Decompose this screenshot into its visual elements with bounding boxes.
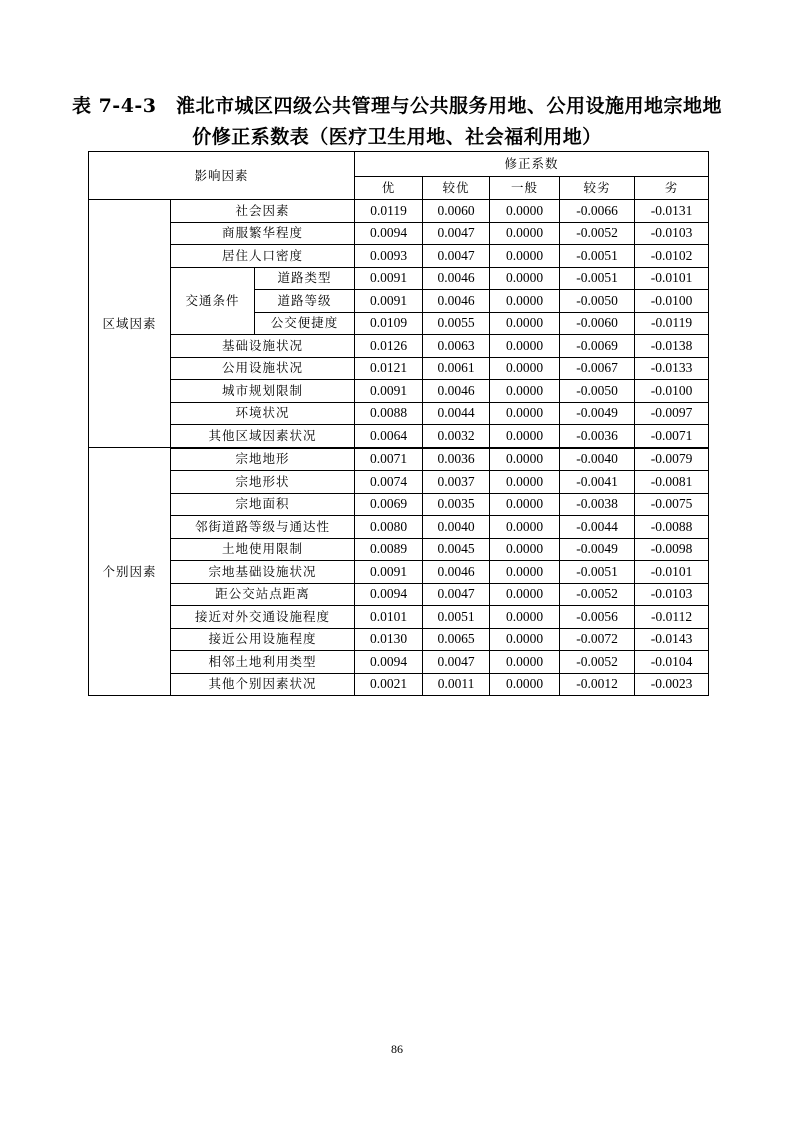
coef-value: -0.0112	[635, 606, 709, 629]
coef-value: 0.0091	[355, 380, 423, 403]
coef-value: 0.0000	[490, 402, 560, 425]
coef-value: -0.0050	[560, 380, 635, 403]
coef-header: 修正系数	[355, 152, 709, 177]
coef-value: 0.0046	[423, 290, 490, 313]
table-row	[89, 516, 709, 539]
coef-value: 0.0000	[490, 561, 560, 584]
coef-value: 0.0046	[423, 380, 490, 403]
coef-value: 0.0094	[355, 651, 423, 674]
coef-value: 0.0000	[490, 335, 560, 358]
coef-value: -0.0101	[635, 561, 709, 584]
coef-value: 0.0036	[423, 448, 490, 471]
table-title-line-1: 表 7-4-3 淮北市城区四级公共管理与公共服务用地、公用设施用地宗地地	[71, 95, 723, 117]
header-row-1	[89, 152, 709, 177]
coef-value: -0.0088	[635, 516, 709, 539]
coef-value: 0.0047	[423, 583, 490, 606]
coef-value: 0.0094	[355, 583, 423, 606]
coef-value: 0.0121	[355, 357, 423, 380]
coef-value: 0.0060	[423, 200, 490, 223]
table-row	[89, 200, 709, 223]
coef-value: 0.0063	[423, 335, 490, 358]
coef-value: -0.0041	[560, 471, 635, 494]
coef-value: -0.0050	[560, 290, 635, 313]
coef-value: -0.0060	[560, 312, 635, 335]
coef-value: 0.0000	[490, 245, 560, 268]
coef-value: 0.0080	[355, 516, 423, 539]
coef-value: 0.0091	[355, 561, 423, 584]
coef-value: 0.0040	[423, 516, 490, 539]
table-row	[89, 448, 709, 471]
coef-value: 0.0000	[490, 651, 560, 674]
coef-value: -0.0036	[560, 425, 635, 448]
coef-value: 0.0000	[490, 222, 560, 245]
table-row	[89, 267, 709, 290]
coef-value: -0.0102	[635, 245, 709, 268]
correction-coefficient-table	[88, 151, 709, 696]
coef-value: 0.0000	[490, 493, 560, 516]
factor-label: 城市规划限制	[171, 380, 355, 403]
coef-value: 0.0045	[423, 538, 490, 561]
coef-value: -0.0067	[560, 357, 635, 380]
coef-value: -0.0051	[560, 267, 635, 290]
table-row	[89, 628, 709, 651]
factor-label: 其他个别因素状况	[171, 673, 355, 696]
coef-value: 0.0047	[423, 245, 490, 268]
coef-value: 0.0000	[490, 312, 560, 335]
table-row	[89, 583, 709, 606]
coef-value: -0.0103	[635, 583, 709, 606]
factor-label: 居住人口密度	[171, 245, 355, 268]
factor-label: 公用设施状况	[171, 357, 355, 380]
level-header-fair: 较劣	[560, 177, 635, 200]
coef-value: 0.0061	[423, 357, 490, 380]
coef-value: 0.0094	[355, 222, 423, 245]
coef-value: 0.0000	[490, 267, 560, 290]
factor-label: 基础设施状况	[171, 335, 355, 358]
coef-value: -0.0081	[635, 471, 709, 494]
coef-value: -0.0104	[635, 651, 709, 674]
table-row	[89, 673, 709, 696]
coef-value: 0.0011	[423, 673, 490, 696]
factor-label: 宗地基础设施状况	[171, 561, 355, 584]
coef-value: -0.0052	[560, 651, 635, 674]
factor-label: 宗地面积	[171, 493, 355, 516]
coef-value: 0.0089	[355, 538, 423, 561]
factor-label: 商服繁华程度	[171, 222, 355, 245]
coef-value: -0.0075	[635, 493, 709, 516]
coef-value: 0.0055	[423, 312, 490, 335]
coef-value: 0.0051	[423, 606, 490, 629]
coef-value: -0.0069	[560, 335, 635, 358]
coef-value: 0.0091	[355, 290, 423, 313]
table-row	[89, 380, 709, 403]
coef-value: 0.0109	[355, 312, 423, 335]
coef-value: 0.0064	[355, 425, 423, 448]
coef-value: 0.0069	[355, 493, 423, 516]
level-header-good: 较优	[423, 177, 490, 200]
coef-value: 0.0000	[490, 538, 560, 561]
coef-value: -0.0131	[635, 200, 709, 223]
coef-value: -0.0038	[560, 493, 635, 516]
table-row	[89, 538, 709, 561]
coef-value: 0.0088	[355, 402, 423, 425]
coef-value: -0.0040	[560, 448, 635, 471]
coef-value: 0.0000	[490, 471, 560, 494]
factor-label: 道路等级	[255, 290, 355, 313]
factor-label: 宗地地形	[171, 448, 355, 471]
coef-value: -0.0049	[560, 538, 635, 561]
coef-value: 0.0119	[355, 200, 423, 223]
factor-label: 接近对外交通设施程度	[171, 606, 355, 629]
coef-value: 0.0091	[355, 267, 423, 290]
factor-label: 相邻土地利用类型	[171, 651, 355, 674]
factor-label: 宗地形状	[171, 471, 355, 494]
coef-value: 0.0047	[423, 651, 490, 674]
table-row	[89, 402, 709, 425]
coef-value: 0.0047	[423, 222, 490, 245]
coef-value: -0.0100	[635, 380, 709, 403]
coef-value: -0.0023	[635, 673, 709, 696]
coef-value: 0.0037	[423, 471, 490, 494]
coef-value: 0.0071	[355, 448, 423, 471]
table-row	[89, 357, 709, 380]
coef-value: -0.0119	[635, 312, 709, 335]
table-row	[89, 493, 709, 516]
coef-value: -0.0100	[635, 290, 709, 313]
table-row	[89, 425, 709, 448]
coef-value: 0.0130	[355, 628, 423, 651]
coef-value: -0.0051	[560, 245, 635, 268]
coef-value: 0.0035	[423, 493, 490, 516]
coef-value: 0.0093	[355, 245, 423, 268]
table-row	[89, 651, 709, 674]
coef-value: -0.0056	[560, 606, 635, 629]
coef-value: -0.0049	[560, 402, 635, 425]
coef-value: 0.0000	[490, 673, 560, 696]
table-row	[89, 561, 709, 584]
coef-value: -0.0052	[560, 222, 635, 245]
coef-value: 0.0046	[423, 267, 490, 290]
factor-label: 其他区域因素状况	[171, 425, 355, 448]
group-label-individual: 个别因素	[89, 448, 171, 696]
coef-value: 0.0101	[355, 606, 423, 629]
coef-value: -0.0012	[560, 673, 635, 696]
factor-label: 社会因素	[171, 200, 355, 223]
coef-value: -0.0138	[635, 335, 709, 358]
coef-value: 0.0000	[490, 425, 560, 448]
factor-label: 环境状况	[171, 402, 355, 425]
coef-value: 0.0000	[490, 583, 560, 606]
coef-value: 0.0000	[490, 606, 560, 629]
coef-value: 0.0021	[355, 673, 423, 696]
coef-value: -0.0072	[560, 628, 635, 651]
table-row	[89, 335, 709, 358]
coef-value: -0.0044	[560, 516, 635, 539]
coef-value: -0.0079	[635, 448, 709, 471]
coef-value: 0.0126	[355, 335, 423, 358]
coef-value: 0.0032	[423, 425, 490, 448]
table-title-line-2: 价修正系数表（医疗卫生用地、社会福利用地）	[192, 126, 602, 148]
coef-value: 0.0000	[490, 516, 560, 539]
factor-label: 接近公用设施程度	[171, 628, 355, 651]
page-number: 86	[391, 1042, 403, 1056]
coef-value: 0.0074	[355, 471, 423, 494]
coef-value: 0.0000	[490, 357, 560, 380]
coef-value: -0.0143	[635, 628, 709, 651]
level-header-poor: 劣	[635, 177, 709, 200]
group-label-regional: 区域因素	[89, 200, 171, 448]
level-header-average: 一般	[490, 177, 560, 200]
coef-value: -0.0071	[635, 425, 709, 448]
coef-value: -0.0051	[560, 561, 635, 584]
coef-value: 0.0000	[490, 200, 560, 223]
coef-value: 0.0000	[490, 448, 560, 471]
table-row	[89, 245, 709, 268]
coef-value: -0.0066	[560, 200, 635, 223]
factor-header: 影响因素	[89, 152, 355, 200]
factor-label: 邻街道路等级与通达性	[171, 516, 355, 539]
coef-value: 0.0000	[490, 628, 560, 651]
coef-value: 0.0046	[423, 561, 490, 584]
factor-label: 土地使用限制	[171, 538, 355, 561]
factor-label: 距公交站点距离	[171, 583, 355, 606]
factor-label: 公交便捷度	[255, 312, 355, 335]
group-label-traffic: 交通条件	[171, 267, 255, 335]
coef-value: -0.0098	[635, 538, 709, 561]
level-header-excellent: 优	[355, 177, 423, 200]
coef-value: -0.0097	[635, 402, 709, 425]
coef-value: 0.0000	[490, 380, 560, 403]
coef-value: -0.0052	[560, 583, 635, 606]
table-row	[89, 471, 709, 494]
coef-value: 0.0000	[490, 290, 560, 313]
factor-label: 道路类型	[255, 267, 355, 290]
coef-value: -0.0133	[635, 357, 709, 380]
coef-value: -0.0101	[635, 267, 709, 290]
coef-value: 0.0065	[423, 628, 490, 651]
table-row	[89, 606, 709, 629]
coef-value: 0.0044	[423, 402, 490, 425]
coef-value: -0.0103	[635, 222, 709, 245]
table-row	[89, 222, 709, 245]
